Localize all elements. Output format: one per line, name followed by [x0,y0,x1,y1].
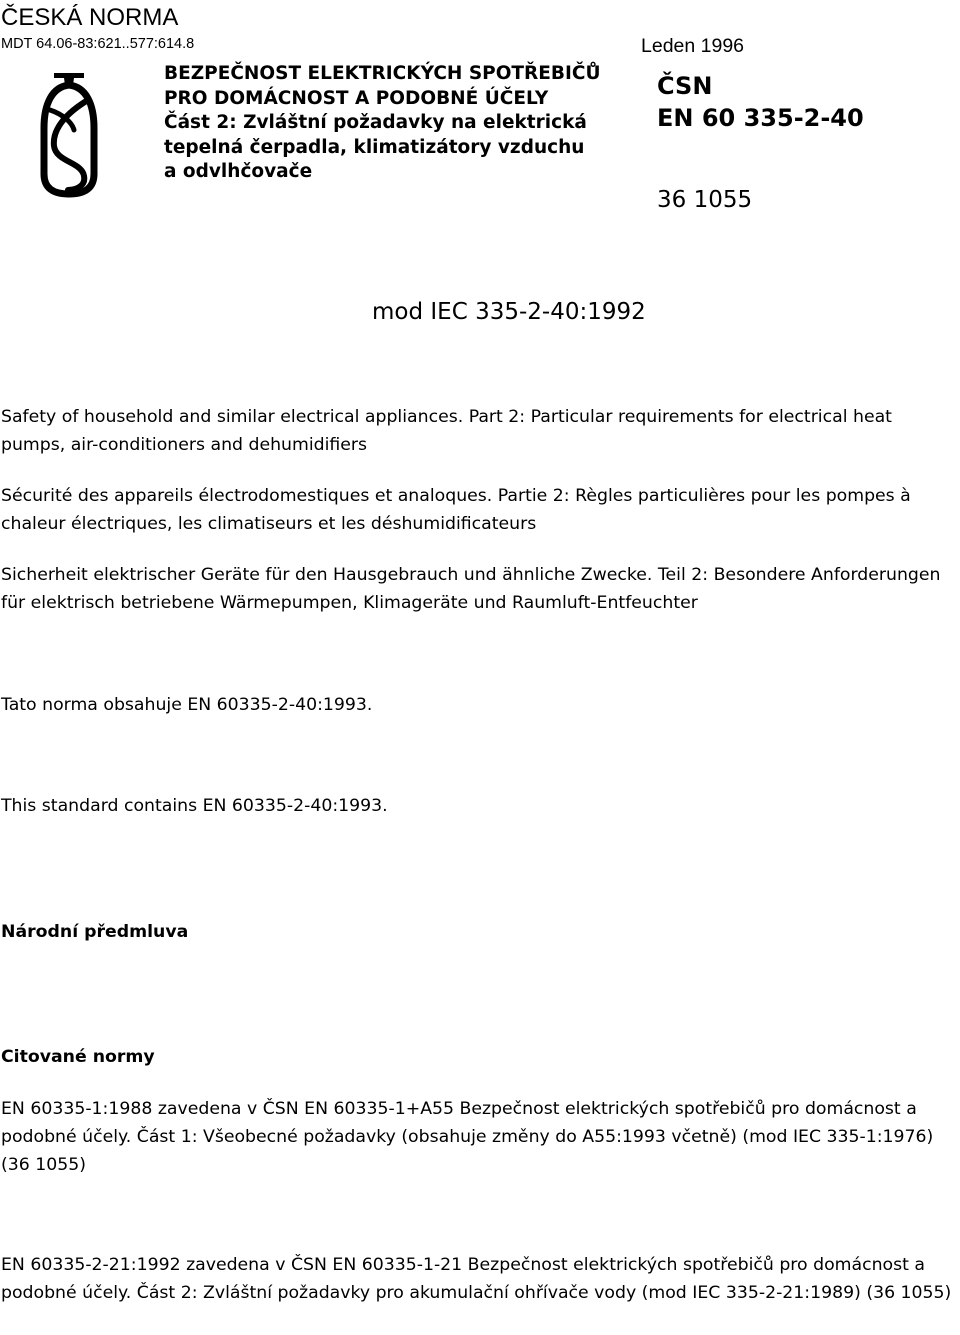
contains-statement-en: This standard contains EN 60335-2-40:1993. [1,796,388,816]
czech-title-block [164,62,614,185]
title-line: PRO DOMÁCNOST A PODOBNÉ ÚČELY [164,87,549,109]
title-line: BEZPEČNOST ELEKTRICKÝCH SPOTŘEBIČŮ [164,63,601,84]
designation-number: EN 60 335-2-40 [657,104,864,132]
publication-date: Leden 1996 [641,35,745,57]
standard-type-label: ČESKÁ NORMA [1,4,179,31]
cited-standard-item: EN 60335-2-21:1992 zavedena v ČSN EN 60335-1-21 Bezpečnost elektrických spotřebičů pro domácnost a podobné účely. Část 2: Zvláštní požadavky pro akumulační ohřívače vody (mod IEC 335-2-21:1989) (36 1055) [1,1255,952,1303]
german-title: Sicherheit elektrischer Geräte für den Hausgebrauch und ähnliche Zwecke. Teil 2: Besondere Anforderungen für elektrisch betriebene Wärmepumpen, Klimageräte und Raumluft-Entfeuchter [1,565,941,613]
foreword-heading: Národní předmluva [1,922,189,942]
standard-designation [657,70,864,134]
cited-standard-item: EN 60335-1:1988 zavedena v ČSN EN 60335-1+A55 Bezpečnost elektrických spotřebičů pro domácnost a podobné účely. Část 1: Všeobecné požadavky (obsahuje změny do A55:1993 včetně) (mod IEC 335-1:1976) (36 1055) [1,1099,934,1175]
cited-standards-heading: Citované normy [1,1047,155,1067]
title-line: tepelná čerpadla, klimatizátory vzduchu [164,136,585,158]
classification-number: 36 1055 [657,187,753,213]
contains-statement-cz: Tato norma obsahuje EN 60335-2-40:1993. [1,695,373,715]
title-line: Část 2: Zvláštní požadavky na elektrická [164,112,587,133]
french-title: Sécurité des appareils électrodomestiques et analoques. Partie 2: Règles particulières pour les pompes à chaleur électriques, les climatiseurs et les déshumidificateurs [1,486,911,534]
mdt-classification: MDT 64.06-83:621..577:614.8 [1,36,195,52]
csn-logo-icon [40,70,98,198]
title-line: a odvlhčovače [164,161,313,182]
iec-equivalence: mod IEC 335-2-40:1992 [372,299,646,325]
english-title: Safety of household and similar electrical appliances. Part 2: Particular requirements for electrical heat pumps, air-conditioners and dehumidifiers [1,407,892,455]
designation-prefix: ČSN [657,72,713,100]
